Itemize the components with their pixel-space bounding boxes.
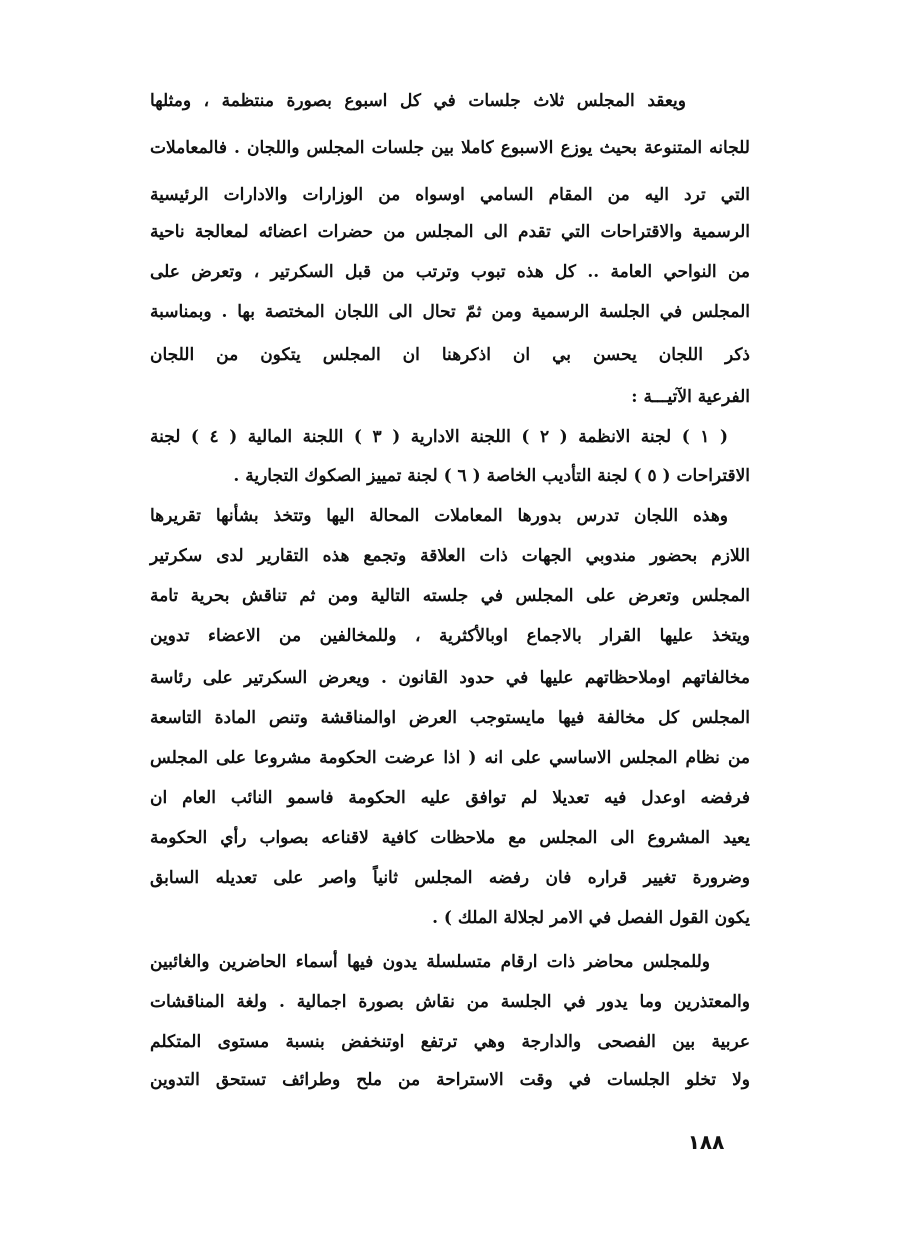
text-line: وهذه اللجان تدرس بدورها المعاملات المحالة اليها وتتخذ بشأنها تقريرها (150, 506, 728, 526)
text-line: للجانه المتنوعة بحيث يوزع الاسبوع كاملا بين جلسات المجلس واللجان . فالمعاملات (150, 138, 750, 158)
page-number: ١٨٨ (687, 1130, 725, 1154)
text-line: ويتخذ عليها القرار بالاجماع اوبالأكثرية ، وللمخالفين من الاعضاء تدوين (150, 626, 750, 646)
text-line: فرفضه اوعدل فيه تعديلا لم توافق عليه الحكومة فاسمو النائب العام ان (150, 788, 750, 808)
text-line: المجلس في الجلسة الرسمية ومن ثمّ تحال الى اللجان المختصة بها . وبمناسبة (150, 302, 750, 322)
text-line: من النواحي العامة .. كل هذه تبوب وترتب من قبل السكرتير ، وتعرض على (150, 262, 750, 282)
text-line: ذكر اللجان يحسن بي ان اذكرهنا ان المجلس يتكون من اللجان (150, 345, 750, 365)
text-line: وللمجلس محاضر ذات ارقام متسلسلة يدون فيها أسماء الحاضرين والغائبين (150, 952, 710, 972)
text-line: عربية بين الفصحى والدارجة وهي ترتفع اوتنخفض بنسبة مستوى المتكلم (150, 1032, 750, 1052)
text-line: اللازم بحضور مندوبي الجهات ذات العلاقة وتجمع هذه التقارير لدى سكرتير (150, 546, 750, 566)
paragraph-council-sessions (150, 91, 750, 421)
paragraph-council-minutes (150, 952, 750, 1092)
paragraph-committees-list (150, 427, 750, 497)
text-line: الاقتراحات ( ٥ ) لجنة التأديب الخاصة ( ٦ ) لجنة تمييز الصكوك التجارية . (233, 466, 750, 486)
text-line: مخالفاتهم اوملاحظاتهم عليها في حدود القانون . ويعرض السكرتير على رئاسة (150, 668, 750, 688)
text-line: والمعتذرين وما يدور في الجلسة من نقاش بصورة اجمالية . ولغة المناقشات (150, 992, 750, 1012)
text-line: المجلس كل مخالفة فيها مايستوجب العرض اوالمناقشة وتنص المادة التاسعة (150, 708, 750, 728)
text-line: الرسمية والاقتراحات التي تقدم الى المجلس من حضرات اعضائه لمعالجة ناحية (150, 222, 750, 242)
text-line: ( ١ ) لجنة الانظمة ( ٢ ) اللجنة الادارية ( ٣ ) اللجنة المالية ( ٤ ) لجنة (150, 427, 729, 447)
text-line: ولا تخلو الجلسات في وقت الاستراحة من ملح وطرائف تستحق التدوين (150, 1070, 750, 1090)
text-line: الفرعية الآتيـــة : (631, 387, 750, 407)
text-line: المجلس وتعرض على المجلس في جلسته التالية ومن ثم تناقش بحرية تامة (150, 586, 750, 606)
paragraph-committee-procedures (150, 506, 750, 946)
text-line: يكون القول الفصل في الامر لجلالة الملك ) . (432, 908, 750, 928)
text-line: ويعقد المجلس ثلاث جلسات في كل اسبوع بصورة منتظمة ، ومثلها (150, 91, 686, 111)
text-line: من نظام المجلس الاساسي على انه ( اذا عرضت الحكومة مشروعا على المجلس (150, 748, 750, 768)
text-line: التي ترد اليه من المقام السامي اوسواه من الوزارات والادارات الرئيسية (150, 185, 750, 205)
text-line: وضرورة تغيير قراره فان رفضه المجلس ثانياً واصر على تعديله السابق (150, 868, 750, 888)
text-line: يعيد المشروع الى المجلس مع ملاحظات كافية لاقناعه بصواب رأي الحكومة (150, 828, 750, 848)
